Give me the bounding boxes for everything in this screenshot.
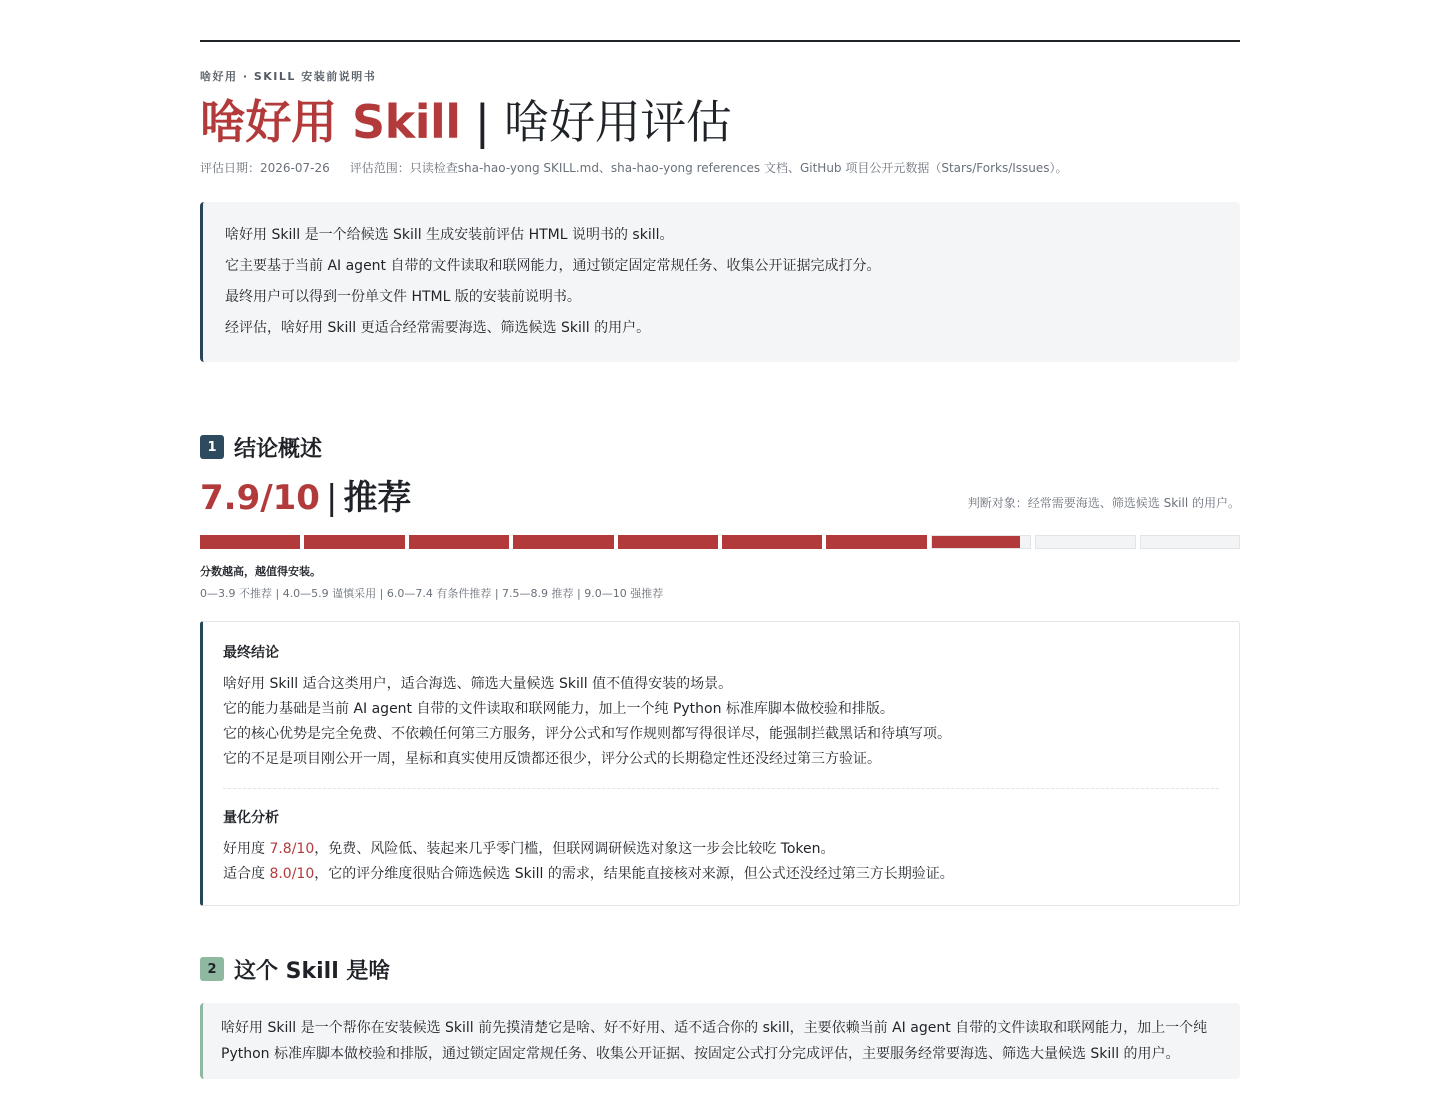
score-bar-segment [931,535,1031,549]
score-row [200,477,1240,518]
conclusion-card [200,621,1240,906]
page [200,0,1240,1079]
card-divider [223,788,1219,789]
score-bar-segment [618,535,718,549]
usability-text: ，免费、风险低、装起来几乎零门槛，但联网调研候选对象这一步会比较吃 Token。 [314,840,835,857]
score-bar-segment [1035,535,1135,549]
score-bar-fill [201,536,299,548]
intro-line: 最终用户可以得到一份单文件 HTML 版的安装前说明书。 [225,288,581,305]
usability-score: 7.8/10 [269,840,315,857]
score-bar-segment [722,535,822,549]
intro-line: 经评估，啥好用 Skill 更适合经常需要海选、筛选候选 Skill 的用户。 [225,319,651,336]
evaluation-scope: 评估范围：只读检查sha-hao-yong SKILL.md、sha-hao-yong references 文档、GitHub 项目公开元数据（Stars/Forks/Issues）。 [349,160,1068,175]
score-bar-fill [932,536,1021,548]
judgment-target: 判断对象：经常需要海选、筛选候选 Skill 的用户。 [967,495,1240,510]
score-heading [200,477,412,518]
evaluation-date: 评估日期：2026-07-26 [200,160,330,175]
score-bar-segment [304,535,404,549]
score-bar-fill [410,536,508,548]
section-number-badge: 2 [200,957,224,981]
intro-summary-box [200,202,1240,362]
conclusion-line: 它的能力基础是当前 AI agent 自带的文件读取和联网能力，加上一个纯 Python 标准库脚本做校验和排版。 [223,700,894,717]
score-bar-segment [1140,535,1240,549]
skill-description: 啥好用 Skill 是一个帮你在安装候选 Skill 前先摸清楚它是啥、好不好用、适不适合你的 skill，主要依赖当前 AI agent 自带的文件读取和联网能力，加上一个纯 Python 标准库脚本做校验和排版，通过锁定固定常规任务、收集公开证据、按固定公式打分完成评估，主要服务经常要海选、筛选大量候选 Skill 的用户。 [221,1019,1208,1062]
title-accent: 啥好用 Skill [200,95,461,149]
fit-score: 8.0/10 [269,865,315,882]
page-title [200,96,1240,149]
meta-line [200,159,1240,176]
score-bar-fill [723,536,821,548]
scale-note: 分数越高，越值得安装。 [200,564,321,578]
top-rule [200,40,1240,42]
fit-text: ，它的评分维度很贴合筛选候选 Skill 的需求，结果能直接核对来源，但公式还没经过第三方长期验证。 [314,865,954,882]
section-2-header [200,954,1240,985]
eyebrow: 啥好用 · SKILL 安装前说明书 [200,70,377,83]
score-bar-fill [619,536,717,548]
score-bar-segment [513,535,613,549]
conclusion-line: 它的核心优势是完全免费、不依赖任何第三方服务，评分公式和写作规则都写得很详尽，能强制拦截黑话和待填写项。 [223,725,951,742]
score-separator: | [325,477,338,518]
score-bar-segment [826,535,926,549]
conclusion-line: 它的不足是项目刚公开一周，星标和真实使用反馈都还很少，评分公式的长期稳定性还没经过第三方验证。 [223,750,881,767]
score-bar-fill [827,536,925,548]
section-number-badge: 1 [200,435,224,459]
title-separator: | [474,95,490,149]
overall-score: 7.9/10 [200,477,320,518]
fit-label: 适合度 [223,865,270,882]
section-2-title: 这个 Skill 是啥 [234,958,391,984]
skill-description-box [200,1003,1240,1079]
usability-label: 好用度 [223,840,270,857]
quant-analysis-body [223,837,1219,887]
intro-line: 它主要基于当前 AI agent 自带的文件读取和联网能力，通过锁定固定常规任务、收集公开证据完成打分。 [225,257,881,274]
verdict-label: 推荐 [343,477,412,518]
score-bar-fill [305,536,403,548]
section-1-title: 结论概述 [234,436,323,462]
intro-line: 啥好用 Skill 是一个给候选 Skill 生成安装前评估 HTML 说明书的 skill。 [225,226,674,243]
score-bar-segment [200,535,300,549]
final-conclusion-title: 最终结论 [223,644,279,661]
score-bar [200,535,1240,549]
usability-line [223,837,1219,862]
score-bar-fill [514,536,612,548]
quant-analysis-title: 量化分析 [223,809,279,826]
fit-line [223,862,1219,887]
scale-legend: 0—3.9 不推荐 | 4.0—5.9 谨慎采用 | 6.0—7.4 有条件推荐 | 7.5—8.9 推荐 | 9.0—10 强推荐 [200,586,664,600]
section-1-header [200,432,1240,463]
title-rest: 啥好用评估 [503,95,732,149]
conclusion-line: 啥好用 Skill 适合这类用户，适合海选、筛选大量候选 Skill 值不值得安装的场景。 [223,675,733,692]
score-bar-segment [409,535,509,549]
final-conclusion-body [223,672,1219,772]
